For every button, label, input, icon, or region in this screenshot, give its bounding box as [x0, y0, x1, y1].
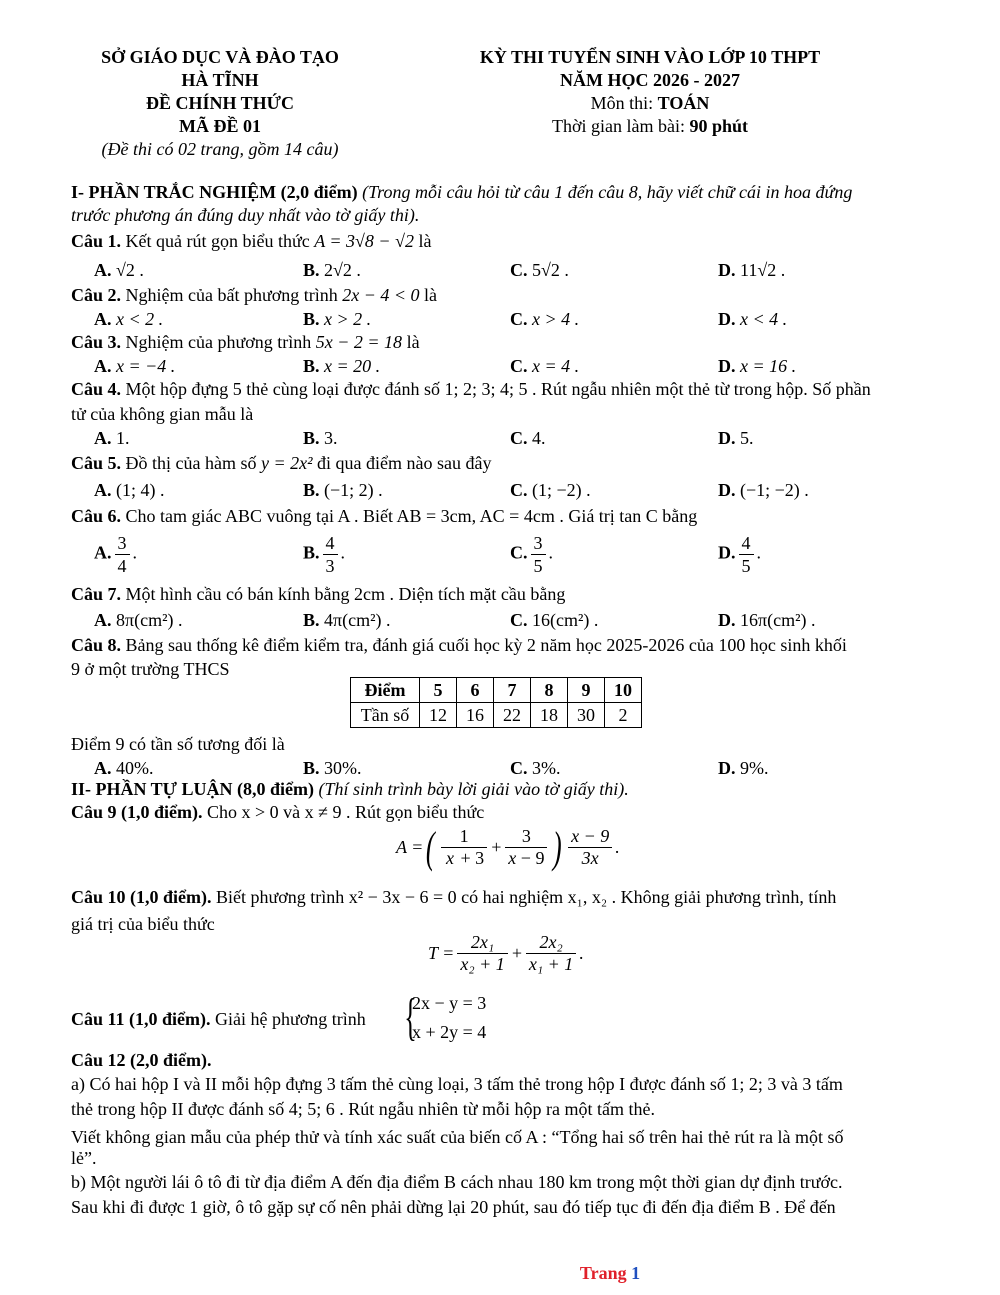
q1-option-c: [510, 259, 569, 281]
q4-option-d: [718, 427, 754, 449]
option-letter: B.: [303, 309, 320, 329]
q8-option-c: [510, 757, 561, 779]
q2-option-b: [303, 308, 371, 330]
question-10: [71, 886, 836, 908]
option-text: 16(cm²) .: [532, 610, 599, 630]
question-text: Cho tam giác ABC vuông tại A . Biết AB = 3cm, AC = 4cm . Giá trị tan C bằng: [121, 506, 698, 526]
option-letter: A.: [94, 542, 112, 563]
q3-option-a: [94, 355, 175, 377]
subject-value: TOÁN: [657, 93, 710, 113]
footer-page-number: 1: [631, 1263, 641, 1283]
question-tail: là: [402, 332, 420, 352]
option-letter: A.: [94, 309, 112, 329]
option-letter: B.: [303, 356, 320, 376]
q3-option-c: [510, 355, 579, 377]
part1-heading: [71, 181, 852, 203]
fraction: [531, 532, 546, 577]
system-eq-2: x + 2y = 4: [412, 1022, 487, 1042]
time-value: 90 phút: [689, 116, 749, 136]
numerator: 4: [741, 533, 751, 553]
part1-title: I- PHẦN TRẮC NGHIỆM (2,0 điểm): [71, 182, 358, 202]
q4-option-c: [510, 427, 546, 449]
option-letter: A.: [94, 480, 112, 500]
denominator: 4: [115, 554, 130, 577]
option-letter: C.: [510, 309, 528, 329]
question-10-cont: giá trị của biểu thức: [71, 914, 215, 934]
option-letter: C.: [510, 260, 528, 280]
option-text: 2√2 .: [324, 260, 361, 280]
question-label: Câu 3.: [71, 332, 122, 352]
option-text: (−1; −2) .: [740, 480, 809, 500]
option-text: x < 2 .: [116, 309, 164, 329]
part1-instruction-cont: trước phương án đúng duy nhất vào tờ giấy thi).: [71, 205, 420, 225]
q6-option-a: A. $\frac{3}{4}$ .: [94, 533, 137, 576]
fraction: [115, 532, 130, 577]
q5-option-a: [94, 479, 165, 501]
subject-label: Môn thi:: [590, 93, 658, 113]
table-cell: 9: [568, 678, 605, 703]
question-text: Một hình cầu có bán kính bằng 2cm . Diện tích mặt cầu bằng: [121, 584, 566, 604]
q7-option-d: [718, 609, 815, 631]
exam-code: MÃ ĐỀ 01: [179, 116, 261, 136]
question-11: [71, 1008, 366, 1030]
table-cell: 30: [568, 703, 605, 728]
option-letter: C.: [510, 542, 528, 563]
question-label: Câu 6.: [71, 506, 122, 526]
q12-part-a-4: lẻ”.: [71, 1148, 97, 1168]
q7-option-a: [94, 609, 182, 631]
question-8-prompt: Điểm 9 có tần số tương đối là: [71, 734, 285, 754]
option-letter: B.: [303, 610, 320, 630]
question-text: Biết phương trình x² − 3x − 6 = 0 có hai nghiệm x₁, x₂ . Không giải phương trình, tính: [211, 887, 837, 907]
table-cell: 10: [605, 678, 642, 703]
option-text: 3%.: [532, 758, 561, 778]
numerator: 3: [117, 533, 127, 553]
question-text: Kết quả rút gọn biểu thức: [121, 231, 315, 251]
q12-part-a-2: thẻ trong hộp II được đánh số 4; 5; 6 . Rút ngẫu nhiên từ mỗi hộp ra một tấm thẻ.: [71, 1099, 655, 1119]
question-label: Câu 9 (1,0 điểm).: [71, 802, 203, 822]
q1-option-b: [303, 259, 361, 281]
question-12: Câu 12 (2,0 điểm).: [71, 1050, 212, 1070]
table-cell: 16: [457, 703, 494, 728]
denominator: 5: [531, 554, 546, 577]
question-expr: 2x − 4 < 0: [342, 285, 420, 305]
subject-line: [440, 93, 860, 114]
table-cell: 8: [531, 678, 568, 703]
question-9: [71, 801, 484, 823]
option-text: (−1; 2) .: [324, 480, 383, 500]
q1-option-a: [94, 259, 144, 281]
table-cell: 18: [531, 703, 568, 728]
option-text: x > 2 .: [324, 309, 372, 329]
option-text: x = 16 .: [740, 356, 797, 376]
option-text: 40%.: [116, 758, 154, 778]
option-letter: C.: [510, 758, 528, 778]
system-eq-1: 2x − y = 3: [412, 993, 487, 1013]
question-label: Câu 11 (1,0 điểm).: [71, 1009, 211, 1029]
q7-option-b: [303, 609, 390, 631]
question-text: Nghiệm của phương trình: [121, 332, 316, 352]
q6-option-d: D. $\frac{4}{5}$ .: [718, 533, 761, 576]
denominator: 3: [323, 554, 338, 577]
option-letter: B.: [303, 480, 320, 500]
option-letter: D.: [718, 610, 736, 630]
option-letter: D.: [718, 428, 736, 448]
q2-option-a: [94, 308, 163, 330]
system-brace: {: [404, 989, 417, 1046]
q5-option-b: [303, 479, 383, 501]
q5-option-d: [718, 479, 809, 501]
q1-option-d: [718, 259, 785, 281]
q8-option-b: [303, 757, 362, 779]
option-text: 16π(cm²) .: [740, 610, 816, 630]
question-2: [71, 284, 437, 306]
option-text: x > 4 .: [532, 309, 580, 329]
time-line: [440, 116, 860, 137]
question-text: Đồ thị của hàm số: [121, 453, 261, 473]
table-cell: 6: [457, 678, 494, 703]
option-letter: D.: [718, 758, 736, 778]
question-tail: là: [419, 285, 438, 305]
department-name: SỞ GIÁO DỤC VÀ ĐÀO TẠO: [101, 47, 339, 67]
q6-option-c: C. $\frac{3}{5}$ .: [510, 533, 553, 576]
option-text: 11√2 .: [740, 260, 786, 280]
question-3: [71, 331, 420, 353]
question-text: Cho x > 0 và x ≠ 9 . Rút gọn biểu thức: [202, 802, 485, 822]
fraction: [739, 532, 754, 577]
q2-option-d: [718, 308, 787, 330]
question-label: Câu 1.: [71, 231, 122, 251]
numerator: 4: [325, 533, 335, 553]
q3-option-d: [718, 355, 796, 377]
q12-part-a-3: Viết không gian mẫu của phép thử và tính xác suất của biến cố A : “Tổng hai số trên hai thẻ rút ra là một số: [71, 1127, 844, 1147]
option-letter: B.: [303, 260, 320, 280]
numerator: 3: [533, 533, 543, 553]
score-table: [350, 677, 642, 728]
option-text: √2 .: [116, 260, 144, 280]
table-header-score: Điểm: [351, 678, 420, 703]
question-text: Giải hệ phương trình: [210, 1009, 366, 1029]
option-letter: A.: [94, 610, 112, 630]
question-tail: là: [413, 231, 432, 251]
q10-formula: T = $\frac{\text{2x₁}}{\text{x₂ + 1}}$ + $\frac{\text{2x₂}}{\text{x₁ + 1}}$ .: [428, 932, 584, 974]
option-letter: D.: [718, 260, 736, 280]
part2-title: II- PHẦN TỰ LUẬN (8,0 điểm): [71, 779, 314, 799]
option-text: 4π(cm²) .: [324, 610, 391, 630]
option-text: x = −4 .: [116, 356, 176, 376]
q7-option-c: [510, 609, 598, 631]
question-7: [71, 583, 565, 605]
q9-formula: A =( $\frac{1}{x + 3}$ + $\frac{3}{x - 9}$ ) $\frac{x - 9}{3x}$ .: [396, 823, 620, 872]
exam-title: KỲ THI TUYỂN SINH VÀO LỚP 10 THPT: [479, 47, 821, 67]
option-text: 3.: [324, 428, 338, 448]
part2-heading: [71, 778, 629, 800]
q12-part-a-1: a) Có hai hộp I và II mỗi hộp đựng 3 tấm thẻ cùng loại, 3 tấm thẻ trong hộp I được đánh số 1; 2; 3 và 3 tấm: [71, 1074, 843, 1094]
option-text: (1; 4) .: [116, 480, 165, 500]
option-text: 9%.: [740, 758, 769, 778]
denominator: 5: [739, 554, 754, 577]
option-letter: A.: [94, 260, 112, 280]
question-5: [71, 452, 492, 474]
option-letter: B.: [303, 428, 320, 448]
question-label: Câu 4.: [71, 379, 122, 399]
q2-option-c: [510, 308, 579, 330]
option-letter: C.: [510, 480, 528, 500]
question-4-cont: tử của không gian mẫu là: [71, 404, 254, 424]
question-label: Câu 8.: [71, 635, 122, 655]
option-letter: D.: [718, 542, 736, 563]
option-text: x < 4 .: [740, 309, 788, 329]
question-8-cont: 9 ở một trường THCS: [71, 659, 230, 679]
q6-option-b: B. $\frac{4}{3}$ .: [303, 533, 346, 576]
question-label: Câu 10 (1,0 điểm).: [71, 887, 212, 907]
question-expr: y = 2x²: [261, 453, 313, 473]
table-cell: 22: [494, 703, 531, 728]
question-label: Câu 7.: [71, 584, 122, 604]
q12-part-b-1: b) Một người lái ô tô đi từ địa điểm A đến địa điểm B cách nhau 180 km trong một thời gian dự định trước.: [71, 1172, 843, 1192]
option-text: 30%.: [324, 758, 362, 778]
option-text: 4.: [532, 428, 546, 448]
q8-option-d: [718, 757, 769, 779]
option-text: 5.: [740, 428, 754, 448]
table-cell: 7: [494, 678, 531, 703]
q4-option-a: [94, 427, 130, 449]
q12-part-b-2: Sau khi đi được 1 giờ, ô tô gặp sự cố nên phải dừng lại 20 phút, sau đó tiếp tục đi đến địa điểm B . Để đến: [71, 1197, 836, 1217]
question-expr: A = 3√8 − √2: [314, 231, 414, 251]
official-label: ĐỀ CHÍNH THỨC: [145, 93, 295, 113]
question-tail: đi qua điểm nào sau đây: [312, 453, 492, 473]
table-header-frequency: Tần số: [351, 703, 420, 728]
option-letter: A.: [94, 356, 112, 376]
option-letter: C.: [510, 610, 528, 630]
fraction: [323, 532, 338, 577]
option-letter: A.: [94, 428, 112, 448]
question-1: [71, 230, 431, 252]
option-text: 1.: [116, 428, 130, 448]
option-text: x = 4 .: [532, 356, 580, 376]
option-text: (1; −2) .: [532, 480, 591, 500]
question-6: [71, 505, 697, 527]
school-year: NĂM HỌC 2026 - 2027: [560, 70, 740, 90]
question-label: Câu 2.: [71, 285, 122, 305]
question-8: [71, 634, 847, 656]
province-name: HÀ TĨNH: [181, 70, 259, 90]
part2-instruction: (Thí sinh trình bày lời giải vào tờ giấy thi).: [314, 779, 629, 799]
question-text: Một hộp đựng 5 thẻ cùng loại được đánh số 1; 2; 3; 4; 5 . Rút ngẫu nhiên một thẻ từ trong hộp. Số phần: [121, 379, 871, 399]
table-cell: 12: [420, 703, 457, 728]
part1-instruction: (Trong mỗi câu hỏi từ câu 1 đến câu 8, hãy viết chữ cái in hoa đứng: [362, 182, 853, 202]
option-letter: D.: [718, 480, 736, 500]
q3-option-b: [303, 355, 380, 377]
table-row: [351, 678, 642, 703]
option-letter: B.: [303, 758, 320, 778]
question-expr: 5x − 2 = 18: [315, 332, 403, 352]
question-label: Câu 5.: [71, 453, 122, 473]
time-label: Thời gian làm bài:: [551, 116, 690, 136]
question-text: Bảng sau thống kê điểm kiểm tra, đánh giá cuối học kỳ 2 năm học 2025-2026 của 100 học sinh khối: [121, 635, 847, 655]
question-text: Nghiệm của bất phương trình: [121, 285, 343, 305]
page-footer: [0, 1263, 1000, 1284]
table-cell: 5: [420, 678, 457, 703]
option-letter: C.: [510, 428, 528, 448]
q4-option-b: [303, 427, 338, 449]
option-text: x = 20 .: [324, 356, 381, 376]
q8-option-a: [94, 757, 154, 779]
table-row: [351, 703, 642, 728]
question-4: [71, 378, 871, 400]
option-letter: D.: [718, 356, 736, 376]
option-letter: A.: [94, 758, 112, 778]
table-cell: 2: [605, 703, 642, 728]
q5-option-c: [510, 479, 591, 501]
option-letter: D.: [718, 309, 736, 329]
option-letter: B.: [303, 542, 320, 563]
option-letter: C.: [510, 356, 528, 376]
option-text: 5√2 .: [532, 260, 569, 280]
option-text: 8π(cm²) .: [116, 610, 183, 630]
page-count-note: (Đề thi có 02 trang, gồm 14 câu): [101, 139, 339, 159]
footer-label: Trang: [579, 1263, 632, 1283]
